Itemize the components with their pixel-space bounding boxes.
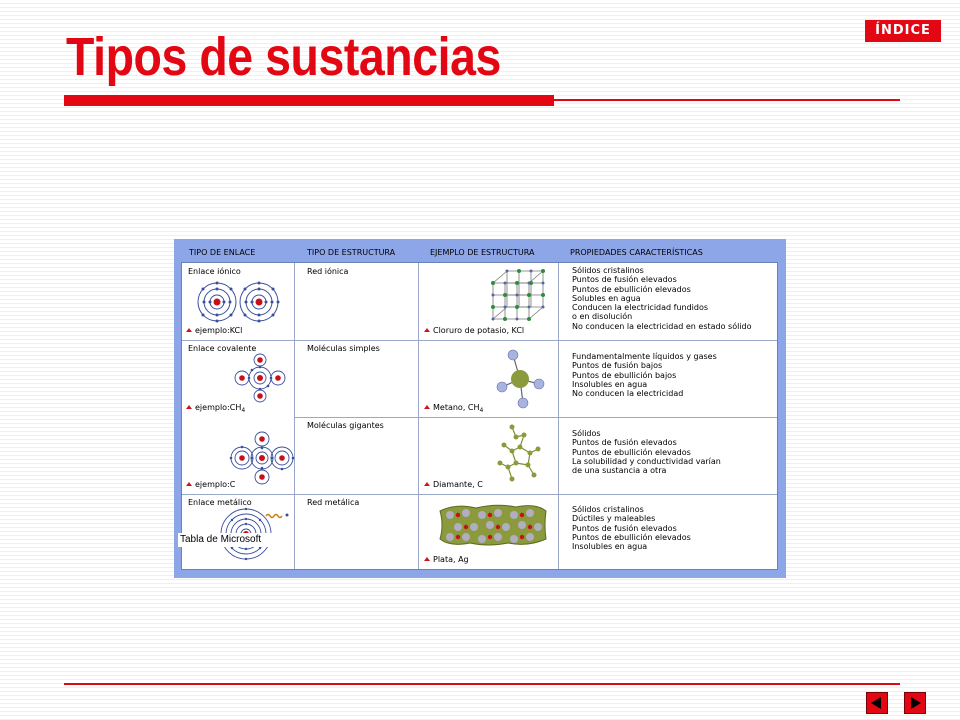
ejemplo-estructura-text: Plata, Ag bbox=[433, 555, 469, 564]
next-arrow-icon[interactable] bbox=[904, 692, 926, 714]
property-item: o en disolución bbox=[572, 312, 633, 322]
cell-ejemplo-enlace-ch4 bbox=[186, 403, 245, 416]
cell-moleculas-gigantes: Moléculas gigantes bbox=[307, 421, 384, 430]
property-item: No conducen la electricidad bbox=[572, 389, 684, 399]
table-header-row bbox=[174, 239, 786, 261]
property-item: Insolubles en agua bbox=[572, 542, 648, 552]
cell-enlace-ionico: Enlace iónico bbox=[188, 267, 241, 276]
row-divider bbox=[182, 494, 777, 495]
cell-moleculas-simples: Moléculas simples bbox=[307, 344, 380, 353]
ejemplo-estructura-text: Metano, CH bbox=[433, 403, 480, 412]
substances-table[interactable] bbox=[174, 239, 786, 578]
footer-line bbox=[64, 683, 900, 685]
cell-red-metalica: Red metálica bbox=[307, 498, 360, 507]
cell-propiedades-ionico bbox=[572, 266, 752, 331]
column-divider bbox=[558, 263, 559, 569]
cell-ejemplo-enlace-ionico bbox=[186, 326, 242, 336]
header-tipo-enlace: TIPO DE ENLACE bbox=[189, 248, 256, 257]
ionic-lattice-diagram bbox=[487, 269, 549, 321]
subscript-text: 4 bbox=[479, 407, 484, 414]
property-item: Sólidos cristalinos bbox=[572, 505, 644, 514]
table-grid bbox=[181, 262, 778, 570]
property-item: Insolubles en agua bbox=[572, 379, 648, 389]
cell-propiedades-gigantes bbox=[572, 429, 721, 475]
previous-arrow-icon[interactable] bbox=[866, 692, 888, 714]
header-ejemplo-estructura: EJEMPLO DE ESTRUCTURA bbox=[430, 248, 535, 257]
property-item: Conducen la electricidad fundidos bbox=[572, 303, 709, 313]
property-item: Puntos de ebullición elevados bbox=[572, 284, 691, 294]
cell-enlace-metalico: Enlace metálico bbox=[188, 498, 252, 507]
triangle-marker-icon bbox=[424, 557, 430, 561]
diamond-structure-diagram bbox=[494, 423, 544, 487]
silver-lattice-diagram bbox=[436, 503, 548, 547]
cell-ejemplo-enlace-c bbox=[186, 480, 235, 490]
ejemplo-enlace-text: ejemplo:C bbox=[195, 480, 236, 489]
ejemplo-estructura-text: Diamante, C bbox=[433, 480, 483, 489]
ejemplo-enlace-text: ejemplo:KCl bbox=[195, 326, 243, 335]
property-item: Fundamentalmente líquidos y gases bbox=[572, 352, 717, 361]
row-divider bbox=[182, 340, 777, 341]
property-item: Puntos de fusión elevados bbox=[572, 523, 677, 533]
property-item: La solubilidad y conductividad varían bbox=[572, 456, 721, 466]
covalent-bond-diagram bbox=[232, 355, 288, 405]
triangle-marker-icon bbox=[186, 405, 192, 409]
property-item: Sólidos bbox=[572, 429, 601, 438]
triangle-marker-icon bbox=[424, 405, 430, 409]
cell-ejemplo-estructura-diamante bbox=[424, 480, 483, 490]
cell-enlace-covalente: Enlace covalente bbox=[188, 344, 257, 353]
property-item: Puntos de fusión elevados bbox=[572, 438, 677, 448]
cell-propiedades-metalico bbox=[572, 505, 691, 551]
cell-ejemplo-estructura-metano bbox=[424, 403, 483, 416]
cell-ejemplo-estructura-kcl bbox=[424, 326, 524, 336]
property-item: Dúctiles y maleables bbox=[572, 514, 656, 524]
property-item: Puntos de fusión elevados bbox=[572, 275, 677, 285]
cell-ejemplo-estructura-plata bbox=[424, 555, 469, 565]
property-item: Puntos de fusión bajos bbox=[572, 361, 663, 371]
carbon-bond-diagram bbox=[230, 430, 294, 488]
cell-propiedades-covalente bbox=[572, 352, 717, 398]
subscript-text: 4 bbox=[241, 407, 246, 414]
column-divider bbox=[294, 263, 295, 569]
methane-molecule-diagram bbox=[492, 347, 548, 409]
property-item: Puntos de ebullición elevados bbox=[572, 447, 691, 457]
triangle-marker-icon bbox=[424, 328, 430, 332]
property-item: Solubles en agua bbox=[572, 293, 641, 303]
cell-red-ionica: Red iónica bbox=[307, 267, 349, 276]
property-item: Puntos de ebullición bajos bbox=[572, 370, 677, 380]
embedded-object-label: Tabla de Microsoft bbox=[178, 533, 276, 547]
ejemplo-enlace-text: ejemplo:CH bbox=[195, 403, 242, 412]
title-underline-thin bbox=[554, 99, 900, 101]
property-item: Puntos de ebullición elevados bbox=[572, 532, 691, 542]
property-item: de una sustancia a otra bbox=[572, 466, 667, 476]
triangle-marker-icon bbox=[424, 482, 430, 486]
row-divider bbox=[294, 417, 777, 418]
property-item: Sólidos cristalinos bbox=[572, 266, 644, 275]
property-item: No conducen la electricidad en estado sólido bbox=[572, 321, 752, 331]
page-title: Tipos de sustancias bbox=[66, 27, 501, 87]
ionic-bond-diagram bbox=[192, 278, 284, 328]
triangle-marker-icon bbox=[186, 328, 192, 332]
ejemplo-estructura-text: Cloruro de potasio, KCl bbox=[433, 326, 525, 335]
title-underline-thick bbox=[64, 95, 554, 106]
header-propiedades: PROPIEDADES CARACTERÍSTICAS bbox=[570, 248, 703, 257]
indice-button[interactable]: ÍNDICE bbox=[865, 20, 941, 42]
triangle-marker-icon bbox=[186, 482, 192, 486]
header-tipo-estructura: TIPO DE ESTRUCTURA bbox=[307, 248, 396, 257]
column-divider bbox=[418, 263, 419, 569]
